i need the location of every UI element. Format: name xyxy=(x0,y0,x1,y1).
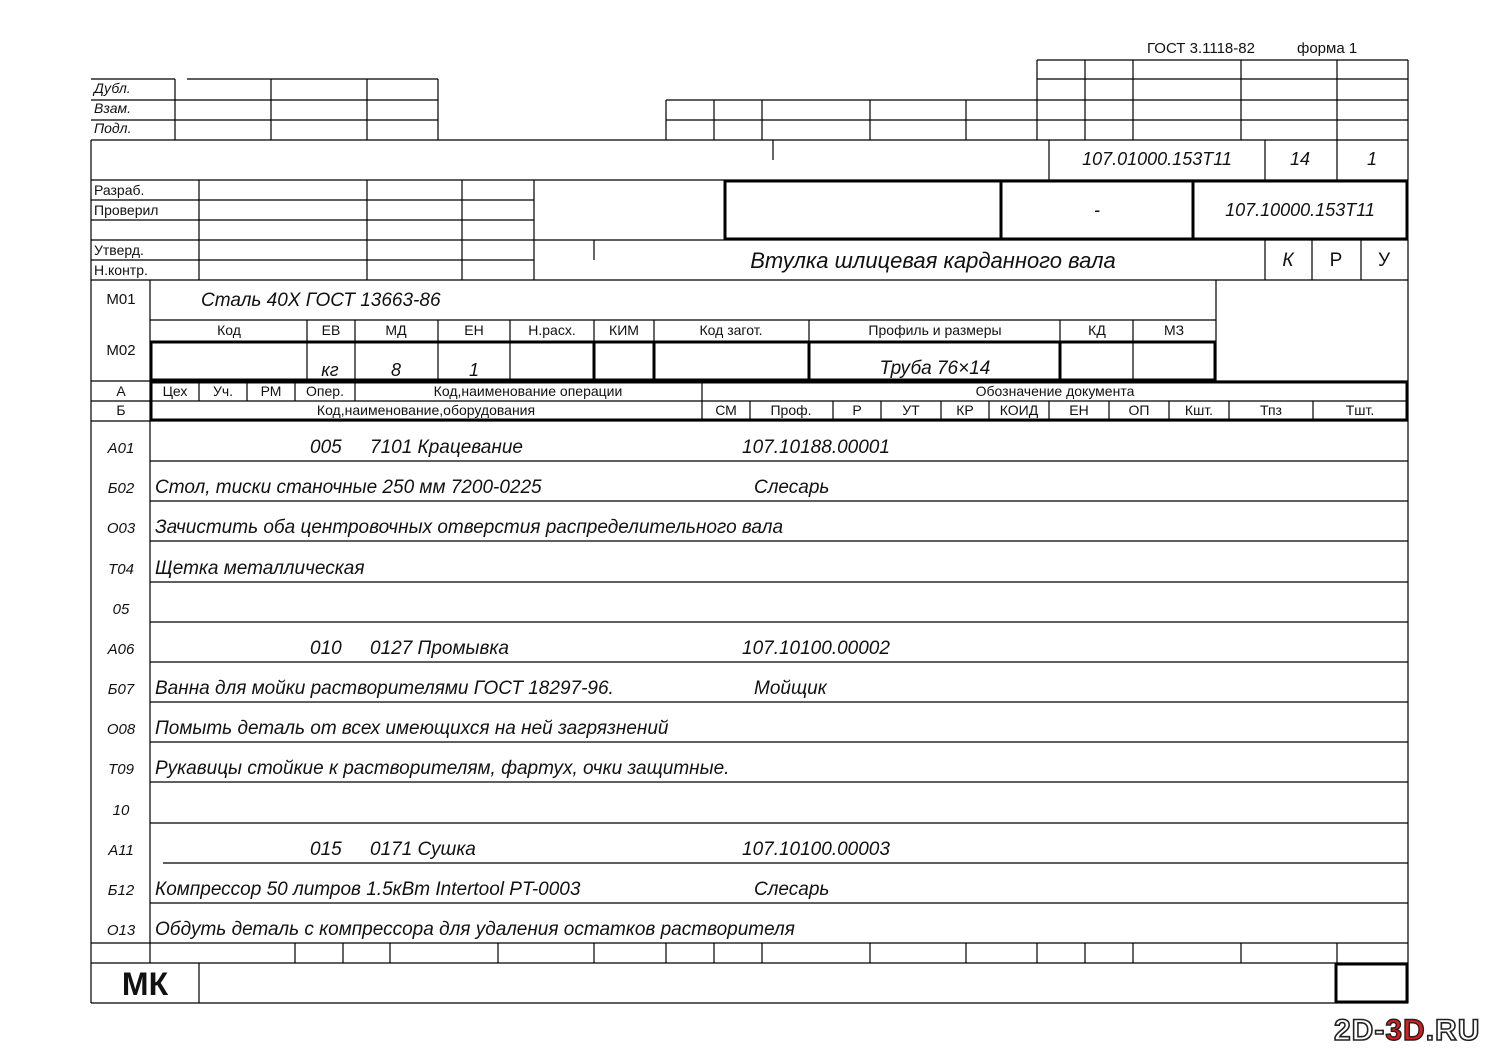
row-text: Зачистить оба центровочных отверстия распределительного вала xyxy=(155,517,784,538)
col-tpz: Тпз xyxy=(1260,402,1282,418)
col-kod: Код xyxy=(217,322,241,338)
row-label: Т04 xyxy=(108,561,134,578)
col-profile: Профиль и размеры xyxy=(868,322,1002,338)
part-code: 107.10000.153Т11 xyxy=(1225,200,1375,220)
row-label: Б12 xyxy=(107,882,135,899)
col-tseh: Цех xyxy=(162,383,188,399)
row-label: 10 xyxy=(112,802,130,819)
col-tsht: Тшт. xyxy=(1345,402,1375,418)
md-value: 8 xyxy=(390,360,402,380)
razrab-label: Разраб. xyxy=(94,182,145,198)
col-ev: ЕВ xyxy=(321,322,341,338)
row-text: Стол, тиски станочные 250 мм 7200-0225 xyxy=(155,477,542,498)
sheets-count: 14 xyxy=(1289,149,1311,169)
oper-name: 7101 Крацевание xyxy=(370,437,523,458)
row-text: Щетка металлическая xyxy=(155,558,365,579)
proveril-label: Проверил xyxy=(94,202,159,218)
row-profession: Слесарь xyxy=(754,477,830,498)
row-profession: Мойщик xyxy=(754,678,827,699)
sheet-number: 1 xyxy=(1366,149,1378,169)
oper-name: 0127 Промывка xyxy=(370,638,509,659)
m01-label: М01 xyxy=(106,291,136,308)
doc-number: 107.10188.00001 xyxy=(742,437,890,458)
col-koid: КОИД xyxy=(999,402,1039,418)
oper-number: 005 xyxy=(310,437,342,458)
col-kod-zagot: Код загот. xyxy=(699,322,763,338)
row-text: Обдуть деталь с компрессора для удаления остатков растворителя xyxy=(155,919,795,940)
col-kd: КД xyxy=(1088,322,1106,338)
row-label: Б02 xyxy=(107,480,135,497)
letter-r: Р xyxy=(1329,250,1343,271)
col-oper-name: Код,наименование операции xyxy=(433,383,623,399)
col-sm: СМ xyxy=(715,402,737,418)
en-value: 1 xyxy=(468,360,480,380)
doc-number: 107.10100.00003 xyxy=(742,839,890,860)
oper-number: 010 xyxy=(310,638,342,659)
row-label: О03 xyxy=(106,520,136,537)
oper-number: 015 xyxy=(310,839,342,860)
row-text: Ванна для мойки растворителями ГОСТ 18297-96. xyxy=(155,678,614,699)
part-name: Втулка шлицевая карданного вала xyxy=(750,248,1116,273)
m02-label: М02 xyxy=(106,342,136,359)
profile-value: Труба 76×14 xyxy=(879,358,991,379)
row-text: Рукавицы стойкие к растворителям, фартух, очки защитные. xyxy=(155,758,730,779)
row-profession: Слесарь xyxy=(754,879,830,900)
row-text: Компрессор 50 литров 1.5кВт Intertool PT-0003 xyxy=(155,879,581,900)
row-text: Помыть деталь от всех имеющихся на ней загрязнений xyxy=(155,718,669,739)
dubl-label: Дубл. xyxy=(94,80,131,96)
col-md: МД xyxy=(385,322,407,338)
col-rm: РМ xyxy=(260,383,282,399)
podl-label: Подл. xyxy=(94,120,132,136)
watermark-logo xyxy=(1334,1016,1480,1046)
ev-value: кг xyxy=(321,360,339,380)
row-label: А01 xyxy=(107,440,135,457)
letter-k: К xyxy=(1282,250,1294,271)
vzam-label: Взам. xyxy=(94,100,131,116)
watermark-part1: 2D- xyxy=(1334,1014,1386,1047)
col-en2: ЕН xyxy=(1069,402,1089,418)
watermark-part3: .RU xyxy=(1425,1014,1481,1047)
dash-value: - xyxy=(1094,200,1100,220)
row-label: О13 xyxy=(106,922,136,939)
row-label: Т09 xyxy=(108,761,134,778)
col-uch: Уч. xyxy=(212,383,234,399)
col-r: Р xyxy=(852,402,862,418)
letter-u: У xyxy=(1377,250,1391,271)
nkontr-label: Н.контр. xyxy=(94,262,148,278)
row-label: О08 xyxy=(106,721,136,738)
form-label: форма 1 xyxy=(1297,40,1358,57)
row-a-label: А xyxy=(116,383,126,399)
doc-number: 107.10100.00002 xyxy=(742,638,890,659)
col-kim: КИМ xyxy=(609,322,639,338)
watermark-part2: 3D xyxy=(1385,1014,1426,1047)
gost-label: ГОСТ 3.1118-82 xyxy=(1147,40,1255,57)
material-text: Сталь 40Х ГОСТ 13663-86 xyxy=(201,290,441,311)
col-equip: Код,наименование,оборудования xyxy=(316,402,536,418)
col-oper: Опер. xyxy=(306,383,344,399)
row-label: А11 xyxy=(108,842,134,859)
oper-name: 0171 Сушка xyxy=(370,839,476,860)
row-label: 05 xyxy=(112,601,130,618)
col-kr: КР xyxy=(956,402,974,418)
col-ut: УТ xyxy=(902,402,920,418)
col-nrash: Н.расх. xyxy=(528,322,576,338)
utverd-label: Утверд. xyxy=(94,242,144,258)
col-ksht: Кшт. xyxy=(1184,402,1214,418)
mk-label: МК xyxy=(121,966,169,1002)
col-prof: Проф. xyxy=(770,402,812,418)
row-label: Б07 xyxy=(107,681,135,698)
col-op: ОП xyxy=(1128,402,1150,418)
col-doc-desig: Обозначение документа xyxy=(975,383,1135,399)
row-label: А06 xyxy=(107,641,135,658)
row-b-label: Б xyxy=(116,402,126,418)
doc-code: 107.01000.153Т11 xyxy=(1082,149,1232,169)
col-en: ЕН xyxy=(464,322,484,338)
col-mz: МЗ xyxy=(1163,322,1185,338)
